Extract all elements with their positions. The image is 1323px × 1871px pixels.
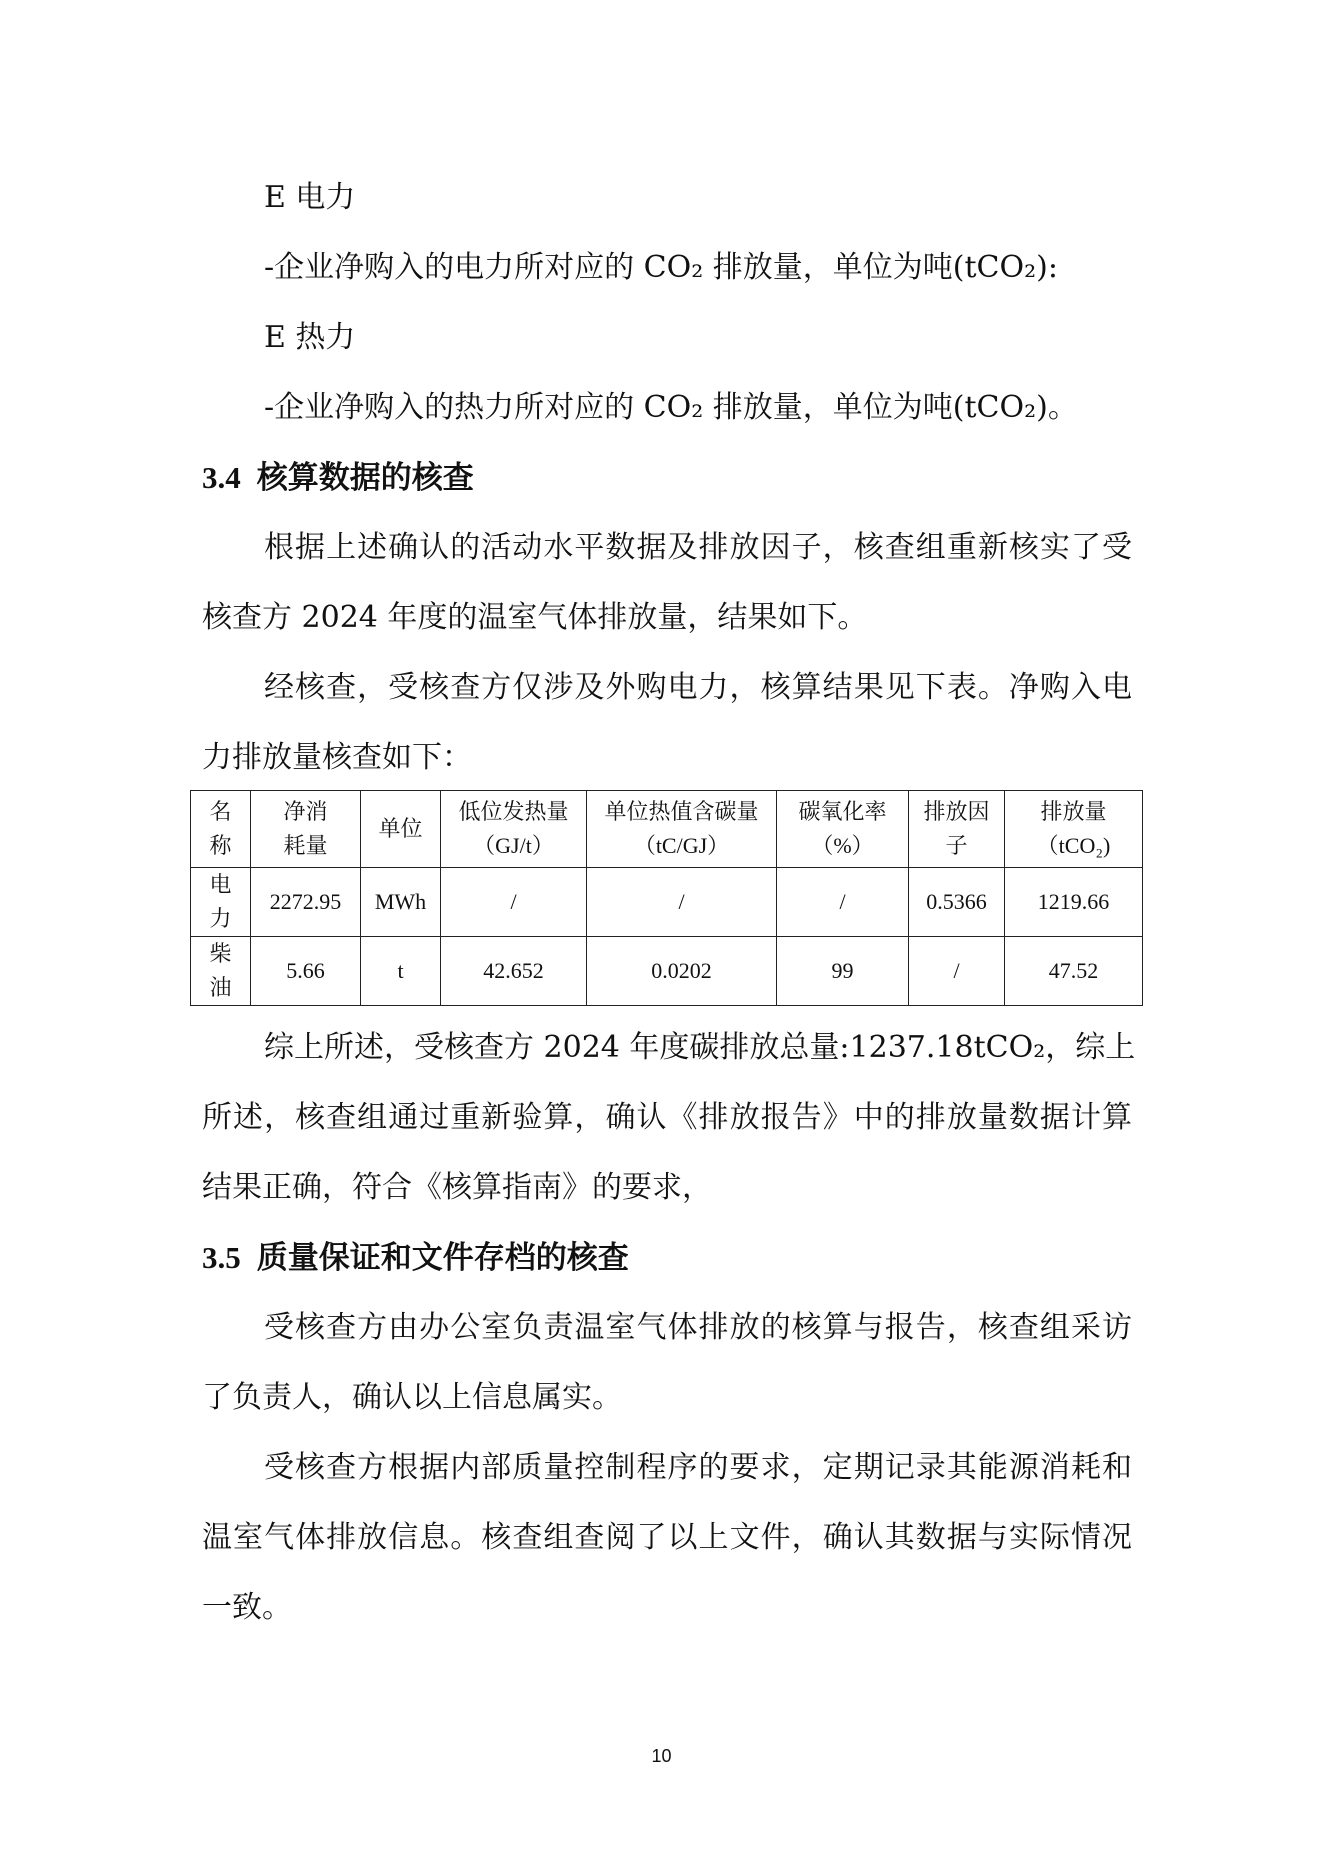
section-title: 质量保证和文件存档的核查: [256, 1240, 629, 1276]
header-carbon-content: 单位热值含碳量 （tC/GJ）: [587, 791, 777, 868]
header-emissions: 排放量 （tCO₂): [1005, 791, 1143, 868]
table-cell: 1219.66: [1005, 868, 1143, 937]
table-cell: /: [777, 868, 909, 937]
page-number: 10: [651, 1746, 672, 1766]
summary-line: 结果正确，符合《核算指南》的要求，: [202, 1170, 712, 1205]
table-cell: 5.66: [251, 937, 361, 1006]
paragraph-line: 核查方 2024 年度的温室气体排放量，结果如下。: [202, 600, 868, 635]
section-title: 核算数据的核查: [256, 460, 474, 496]
e-heat-description: -企业净购入的热力所对应的 CO₂ 排放量，单位为吨(tCO₂)。: [264, 390, 1078, 425]
row-name: 电 力: [191, 868, 251, 937]
header-net-consumption: 净消 耗量: [251, 791, 361, 868]
table-header-row: [191, 791, 1143, 868]
table-cell: /: [441, 868, 587, 937]
summary-line: 综上所述，受核查方 2024 年度碳排放总量:1237.18tCO₂，综上: [264, 1030, 1136, 1065]
section-number: 3.4: [202, 460, 241, 495]
section-3-5-heading: [202, 1238, 629, 1278]
table-cell: 0.5366: [909, 868, 1005, 937]
table-cell: 42.652: [441, 937, 587, 1006]
e-heat-label: E 热力: [264, 320, 356, 355]
table-cell: t: [361, 937, 441, 1006]
table-cell: 47.52: [1005, 937, 1143, 1006]
paragraph-line: 经核查，受核查方仅涉及外购电力，核算结果见下表。净购入电: [264, 670, 1132, 705]
summary-line: 所述，核查组通过重新验算，确认《排放报告》中的排放量数据计算: [202, 1100, 1132, 1135]
paragraph-line: 受核查方由办公室负责温室气体排放的核算与报告，核查组采访: [264, 1310, 1132, 1345]
emissions-table: [190, 790, 1143, 1006]
paragraph-line: 力排放量核查如下：: [202, 740, 472, 775]
table-cell: /: [587, 868, 777, 937]
e-power-label: E 电力: [264, 180, 356, 215]
table-cell: 2272.95: [251, 868, 361, 937]
paragraph-line: 受核查方根据内部质量控制程序的要求，定期记录其能源消耗和: [264, 1450, 1132, 1485]
header-net-calorific-value: 低位发热量 （GJ/t）: [441, 791, 587, 868]
paragraph-line: 一致。: [202, 1590, 292, 1625]
table-cell: 0.0202: [587, 937, 777, 1006]
header-emission-factor: 排放因 子: [909, 791, 1005, 868]
table-cell: /: [909, 937, 1005, 1006]
paragraph-line: 了负责人，确认以上信息属实。: [202, 1380, 622, 1415]
section-3-4-heading: [202, 458, 474, 498]
row-name: 柴 油: [191, 937, 251, 1006]
table-row: [191, 937, 1143, 1006]
paragraph-line: 温室气体排放信息。核查组查阅了以上文件，确认其数据与实际情况: [202, 1520, 1132, 1555]
table-row: [191, 868, 1143, 937]
header-name: 名 称: [191, 791, 251, 868]
table-cell: MWh: [361, 868, 441, 937]
paragraph-line: 根据上述确认的活动水平数据及排放因子，核查组重新核实了受: [264, 530, 1132, 565]
e-power-description: -企业净购入的电力所对应的 CO₂ 排放量，单位为吨(tCO₂):: [264, 250, 1058, 285]
table-cell: 99: [777, 937, 909, 1006]
section-number: 3.5: [202, 1240, 241, 1275]
header-oxidation-rate: 碳氧化率 （%）: [777, 791, 909, 868]
header-unit: 单位: [361, 791, 441, 868]
